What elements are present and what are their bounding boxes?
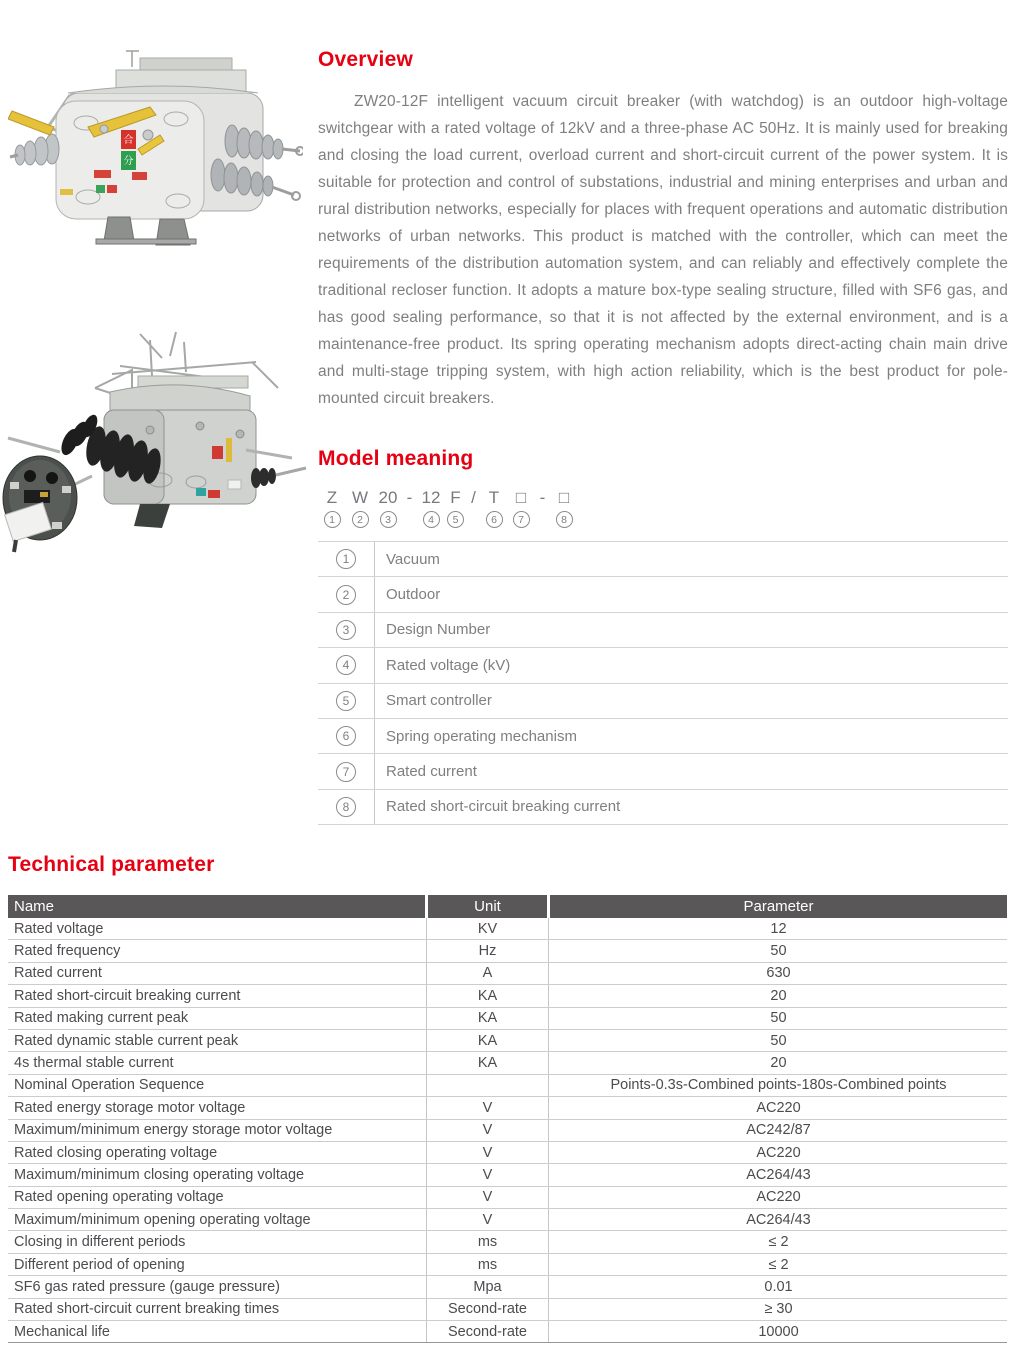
column-separator bbox=[425, 1164, 428, 1185]
model-meaning-row bbox=[318, 577, 1008, 612]
column-separator bbox=[425, 1187, 428, 1208]
row-number-badge: 1 bbox=[336, 549, 356, 569]
cell-parameter: AC242/87 bbox=[746, 1122, 811, 1139]
row-label: Outdoor bbox=[386, 586, 441, 604]
cell-name: Rated opening operating voltage bbox=[14, 1189, 224, 1206]
cell-name: Mechanical life bbox=[14, 1323, 110, 1340]
column-header-parameter: Parameter bbox=[550, 895, 1007, 918]
technical-row bbox=[8, 918, 1007, 940]
model-code-mark: 6 bbox=[486, 511, 503, 528]
technical-row bbox=[8, 1164, 1007, 1186]
cell-name: Closing in different periods bbox=[14, 1234, 186, 1251]
technical-row bbox=[8, 963, 1007, 985]
model-code-char: 12 bbox=[421, 488, 441, 507]
cell-parameter: 50 bbox=[770, 943, 787, 960]
column-separator bbox=[547, 918, 550, 939]
row-number-cell bbox=[318, 613, 375, 647]
cell-name: Rated frequency bbox=[14, 943, 121, 960]
cell-parameter: 20 bbox=[770, 987, 787, 1004]
technical-row bbox=[8, 1075, 1007, 1097]
cell-unit bbox=[428, 1075, 547, 1096]
right-boot bbox=[251, 468, 306, 488]
model-code-mark: 4 bbox=[423, 511, 440, 528]
column-separator bbox=[547, 1030, 550, 1051]
model-code-char: - bbox=[406, 488, 413, 507]
cell-parameter: AC220 bbox=[756, 1189, 801, 1206]
column-separator bbox=[425, 985, 428, 1006]
column-separator bbox=[547, 940, 550, 961]
column-separator bbox=[547, 1164, 550, 1185]
column-separator bbox=[547, 895, 550, 918]
cell-unit: Second-rate bbox=[448, 1301, 527, 1318]
cell-parameter: ≥ 30 bbox=[764, 1301, 793, 1318]
technical-row bbox=[8, 1321, 1007, 1343]
row-number-badge: 5 bbox=[336, 691, 356, 711]
model-code-token bbox=[346, 488, 374, 528]
column-separator bbox=[425, 963, 428, 984]
cell-parameter: AC220 bbox=[756, 1099, 801, 1116]
technical-row bbox=[8, 1187, 1007, 1209]
column-separator bbox=[425, 1276, 428, 1297]
cell-unit: Second-rate bbox=[448, 1323, 527, 1340]
model-code-token bbox=[535, 488, 550, 528]
model-code-mark: 7 bbox=[513, 511, 530, 528]
column-separator bbox=[425, 1254, 428, 1275]
row-number-cell bbox=[318, 542, 375, 576]
technical-row bbox=[8, 1097, 1007, 1119]
row-number-badge: 6 bbox=[336, 726, 356, 746]
model-code-char: / bbox=[471, 488, 476, 507]
row-label: Smart controller bbox=[386, 692, 492, 710]
cell-name: SF6 gas rated pressure (gauge pressure) bbox=[14, 1278, 280, 1295]
column-separator bbox=[425, 895, 428, 918]
model-code-mark: 8 bbox=[556, 511, 573, 528]
technical-row bbox=[8, 985, 1007, 1007]
technical-rows bbox=[8, 918, 1007, 1343]
row-label: Design Number bbox=[386, 621, 491, 639]
technical-row bbox=[8, 1254, 1007, 1276]
cell-unit: V bbox=[482, 1189, 493, 1206]
column-separator bbox=[547, 1097, 550, 1118]
model-code-mark: 5 bbox=[447, 511, 464, 528]
model-code bbox=[318, 488, 1008, 528]
cell-unit: V bbox=[482, 1211, 493, 1228]
column-separator bbox=[547, 1231, 550, 1252]
cell-unit: ms bbox=[477, 1256, 498, 1273]
product-photo-front bbox=[8, 45, 303, 300]
column-separator bbox=[425, 1209, 428, 1230]
column-separator bbox=[425, 918, 428, 939]
cell-name: Rated closing operating voltage bbox=[14, 1144, 218, 1161]
cell-name: Maximum/minimum opening operating voltage bbox=[14, 1211, 311, 1228]
column-separator bbox=[425, 1321, 428, 1342]
technical-row bbox=[8, 1030, 1007, 1052]
pedestal bbox=[134, 504, 170, 528]
cell-name: Maximum/minimum closing operating voltage bbox=[14, 1166, 305, 1183]
model-code-token bbox=[318, 488, 346, 528]
row-number-cell bbox=[318, 577, 375, 611]
technical-row bbox=[8, 940, 1007, 962]
cell-name: Nominal Operation Sequence bbox=[14, 1077, 205, 1094]
row-number-cell bbox=[318, 719, 375, 753]
model-code-char: □ bbox=[515, 488, 527, 507]
cell-name: Rated current bbox=[14, 965, 102, 982]
column-separator bbox=[425, 1231, 428, 1252]
technical-header-row bbox=[8, 895, 1007, 918]
row-label: Spring operating mechanism bbox=[386, 727, 577, 745]
model-code-char: W bbox=[351, 488, 369, 507]
column-separator bbox=[425, 1052, 428, 1073]
cell-unit: Mpa bbox=[473, 1278, 502, 1295]
cell-parameter: 10000 bbox=[758, 1323, 799, 1340]
model-code-mark: 3 bbox=[380, 511, 397, 528]
model-meaning-row bbox=[318, 648, 1008, 683]
row-label: Vacuum bbox=[386, 550, 440, 568]
technical-row bbox=[8, 1008, 1007, 1030]
technical-section bbox=[8, 850, 1007, 1343]
cell-parameter: AC220 bbox=[756, 1144, 801, 1161]
technical-row bbox=[8, 1299, 1007, 1321]
model-code-mark bbox=[465, 511, 482, 528]
row-number-cell bbox=[318, 754, 375, 788]
cell-parameter: Points-0.3s-Combined points-180s-Combined points bbox=[610, 1077, 947, 1094]
row-number-badge: 7 bbox=[336, 762, 356, 782]
column-separator bbox=[547, 1008, 550, 1029]
row-number-badge: 3 bbox=[336, 620, 356, 640]
column-separator bbox=[547, 1187, 550, 1208]
cell-parameter: AC264/43 bbox=[746, 1166, 811, 1183]
model-code-token bbox=[374, 488, 402, 528]
cell-parameter: 12 bbox=[770, 920, 787, 937]
cell-unit: KV bbox=[477, 920, 498, 937]
cell-parameter: 0.01 bbox=[764, 1278, 793, 1295]
technical-heading: Technical parameter bbox=[8, 853, 215, 876]
model-meaning-row bbox=[318, 613, 1008, 648]
column-separator bbox=[547, 1209, 550, 1230]
cell-name: Rated making current peak bbox=[14, 1010, 189, 1027]
cell-parameter: 50 bbox=[770, 1032, 787, 1049]
cell-parameter: 50 bbox=[770, 1010, 787, 1027]
model-code-char: 20 bbox=[378, 488, 398, 507]
column-separator bbox=[547, 1075, 550, 1096]
cell-unit: V bbox=[482, 1166, 493, 1183]
model-code-char: Z bbox=[326, 488, 338, 507]
row-label: Rated short-circuit breaking current bbox=[386, 798, 621, 816]
cell-unit: ms bbox=[477, 1234, 498, 1251]
column-separator bbox=[425, 1142, 428, 1163]
column-header-name: Name bbox=[8, 895, 425, 918]
cell-parameter: ≤ 2 bbox=[768, 1256, 789, 1273]
technical-row bbox=[8, 1231, 1007, 1253]
column-separator bbox=[547, 1276, 550, 1297]
label-close-char: 合 bbox=[123, 135, 134, 146]
cell-name: Rated energy storage motor voltage bbox=[14, 1099, 246, 1116]
cell-unit: V bbox=[482, 1144, 493, 1161]
model-code-token bbox=[417, 488, 445, 528]
product-photo-angle bbox=[0, 330, 308, 558]
model-code-char: - bbox=[539, 488, 546, 507]
cell-name: Different period of opening bbox=[14, 1256, 185, 1273]
controller-disc bbox=[3, 456, 77, 552]
row-number-badge: 4 bbox=[336, 655, 356, 675]
cell-parameter: 630 bbox=[766, 965, 791, 982]
model-code-char: T bbox=[488, 488, 500, 507]
model-code-mark: 2 bbox=[352, 511, 369, 528]
model-meaning-row bbox=[318, 684, 1008, 719]
mounting-feet bbox=[96, 217, 196, 245]
cell-name: Rated short-circuit current breaking times bbox=[14, 1301, 280, 1318]
model-code-mark bbox=[534, 511, 551, 528]
row-number-cell bbox=[318, 648, 375, 682]
technical-row bbox=[8, 1052, 1007, 1074]
cell-unit: KA bbox=[477, 1032, 498, 1049]
column-separator bbox=[425, 1075, 428, 1096]
model-meaning-row bbox=[318, 754, 1008, 789]
cell-parameter: 20 bbox=[770, 1055, 787, 1072]
cell-unit: KA bbox=[477, 1010, 498, 1027]
column-separator bbox=[547, 1299, 550, 1320]
model-code-mark: 1 bbox=[324, 511, 341, 528]
overview-heading: Overview bbox=[318, 48, 413, 71]
model-code-token bbox=[481, 488, 507, 528]
column-separator bbox=[425, 1030, 428, 1051]
model-meaning-row bbox=[318, 542, 1008, 577]
technical-row bbox=[8, 1209, 1007, 1231]
row-label: Rated current bbox=[386, 763, 477, 781]
model-meaning-row bbox=[318, 719, 1008, 754]
cell-unit: Hz bbox=[478, 943, 497, 960]
column-header-unit: Unit bbox=[428, 895, 547, 918]
technical-row bbox=[8, 1142, 1007, 1164]
model-meaning-heading: Model meaning bbox=[318, 447, 474, 470]
column-separator bbox=[425, 940, 428, 961]
row-number-badge: 8 bbox=[336, 797, 356, 817]
cell-parameter: ≤ 2 bbox=[768, 1234, 789, 1251]
cell-name: Rated voltage bbox=[14, 920, 104, 937]
cell-unit: A bbox=[482, 965, 493, 982]
cell-name: Maximum/minimum energy storage motor voltage bbox=[14, 1122, 333, 1139]
column-separator bbox=[425, 1008, 428, 1029]
model-code-token bbox=[402, 488, 417, 528]
overview-paragraph: ZW20-12F intelligent vacuum circuit breaker (with watchdog) is an outdoor high-voltage switchgear with a rated voltage of 12kV and a three-phase AC 50Hz. It is mainly used for breaking and closing the load current, overload current and short-circuit current of the power system. It is suitable for protection and control of substations, industrial and mining enterprises and urban and rural distribution networks, especially for places with frequent operations and automatic distribution networks of urban networks. This product is matched with the controller, which can meet the requirements of the distribution automation system, and can reliably and effectively complete the traditional recloser function. It adopts a mature box-type sealing structure, filled with SF6 gas, and has good sealing performance, so that it is not affected by the external environment, and is a maintenance-free product. Its spring operating mechanism adopts direct-acting chain main drive and multi-stage tripping system, with high action reliability, which is the best product for pole-mounted circuit breakers. bbox=[318, 93, 1008, 407]
content-column bbox=[318, 45, 1008, 825]
model-code-token bbox=[445, 488, 466, 528]
column-separator bbox=[425, 1120, 428, 1141]
cell-name: 4s thermal stable current bbox=[14, 1055, 174, 1072]
left-bushing bbox=[10, 134, 59, 165]
column-separator bbox=[425, 1097, 428, 1118]
column-separator bbox=[547, 1321, 550, 1342]
row-number-cell bbox=[318, 790, 375, 824]
technical-table bbox=[8, 895, 1007, 1343]
model-code-char: □ bbox=[558, 488, 570, 507]
cell-unit: V bbox=[482, 1122, 493, 1139]
cell-name: Rated short-circuit breaking current bbox=[14, 987, 241, 1004]
cell-unit: V bbox=[482, 1099, 493, 1116]
column-separator bbox=[547, 963, 550, 984]
model-code-char: F bbox=[450, 488, 461, 507]
row-number-badge: 2 bbox=[336, 585, 356, 605]
row-number-cell bbox=[318, 684, 375, 718]
technical-row bbox=[8, 1120, 1007, 1142]
model-code-mark bbox=[401, 511, 418, 528]
column-separator bbox=[547, 1120, 550, 1141]
model-meaning-row bbox=[318, 790, 1008, 825]
technical-row bbox=[8, 1276, 1007, 1298]
cell-unit: KA bbox=[477, 1055, 498, 1072]
cell-name: Rated dynamic stable current peak bbox=[14, 1032, 239, 1049]
column-separator bbox=[547, 1142, 550, 1163]
column-separator bbox=[547, 1254, 550, 1275]
column-separator bbox=[425, 1299, 428, 1320]
model-meaning-table bbox=[318, 541, 1008, 825]
cell-unit: KA bbox=[477, 987, 498, 1004]
cell-parameter: AC264/43 bbox=[746, 1211, 811, 1228]
model-code-token bbox=[550, 488, 578, 528]
model-code-token bbox=[507, 488, 535, 528]
label-open-char: 分 bbox=[123, 156, 134, 167]
row-label: Rated voltage (kV) bbox=[386, 656, 511, 674]
column-separator bbox=[547, 985, 550, 1006]
column-separator bbox=[547, 1052, 550, 1073]
model-code-token bbox=[466, 488, 481, 528]
